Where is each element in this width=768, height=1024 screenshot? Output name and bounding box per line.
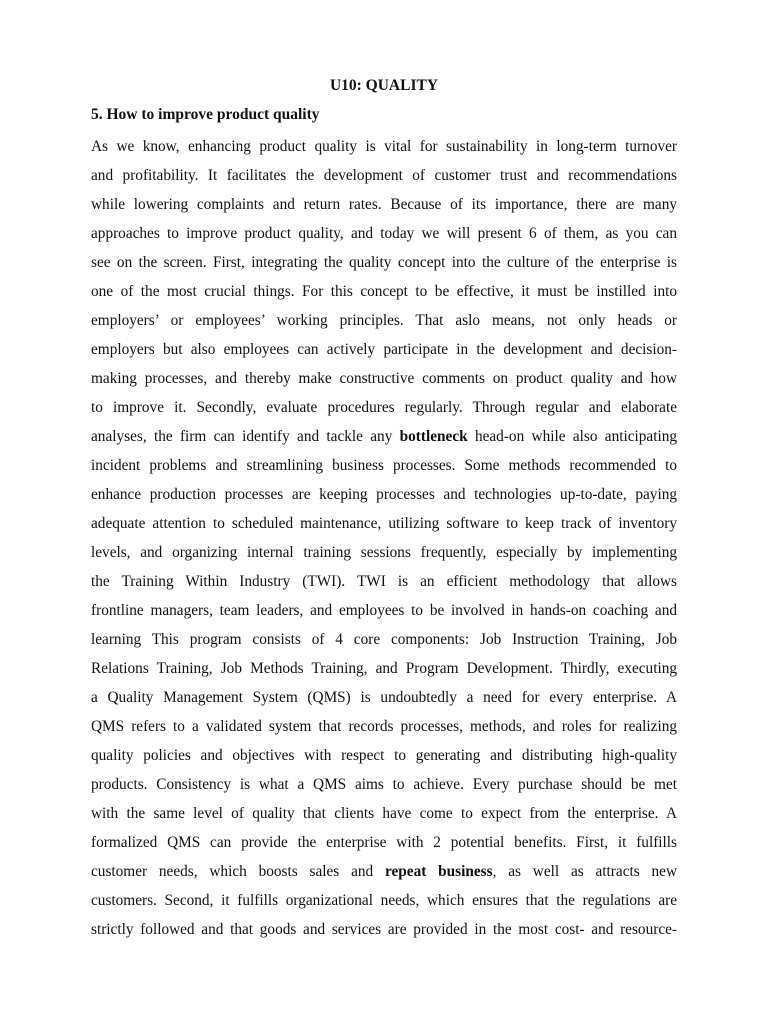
- text-line: [91, 770, 677, 799]
- text-line: [91, 509, 677, 538]
- text-segment: customer needs, which boosts sales and: [91, 863, 385, 880]
- text-segment: adequate attention to scheduled maintenance, utilizing software to keep track of inventory: [91, 515, 677, 532]
- text-segment: with the same level of quality that clients have come to expect from the enterprise. A: [91, 805, 677, 822]
- text-segment: As we know, enhancing product quality is vital for sustainability in long-term turnover: [91, 138, 677, 155]
- text-segment: quality policies and objectives with respect to generating and distributing high-quality: [91, 747, 677, 764]
- text-line: [91, 277, 677, 306]
- text-line: [91, 451, 677, 480]
- text-line: [91, 596, 677, 625]
- text-segment: incident problems and streamlining business processes. Some methods recommended to: [91, 457, 677, 474]
- text-line: [91, 828, 677, 857]
- text-segment: frontline managers, team leaders, and employees to be involved in hands-on coaching and: [91, 602, 677, 619]
- text-line: [91, 132, 677, 161]
- text-segment: analyses, the firm can identify and tackle any: [91, 428, 400, 445]
- text-segment: levels, and organizing internal training sessions frequently, especially by implementing: [91, 544, 677, 561]
- text-segment: approaches to improve product quality, and today we will present 6 of them, as you can: [91, 225, 677, 242]
- text-line: [91, 335, 677, 364]
- bold-term: repeat business: [384, 863, 493, 880]
- body-paragraph: [91, 132, 677, 944]
- text-segment: QMS refers to a validated system that records processes, methods, and roles for realizing: [91, 718, 677, 735]
- text-line: [91, 567, 677, 596]
- text-line: [91, 538, 677, 567]
- text-segment: Relations Training, Job Methods Training, and Program Development. Thirdly, executing: [91, 660, 677, 677]
- text-segment: see on the screen. First, integrating the quality concept into the culture of the enterprise is: [91, 254, 677, 271]
- text-segment: to improve it. Secondly, evaluate procedures regularly. Through regular and elaborate: [91, 399, 677, 416]
- text-segment: customers. Second, it fulfills organizational needs, which ensures that the regulations are: [91, 892, 677, 909]
- text-segment: one of the most crucial things. For this concept to be effective, it must be instilled into: [91, 283, 677, 300]
- text-segment: enhance production processes are keeping processes and technologies up-to-date, paying: [91, 486, 677, 503]
- text-segment: a Quality Management System (QMS) is undoubtedly a need for every enterprise. A: [91, 689, 677, 706]
- text-line: [91, 654, 677, 683]
- text-line: [91, 219, 677, 248]
- text-line: [91, 857, 677, 886]
- section-heading: 5. How to improve product quality: [91, 106, 320, 123]
- text-segment: formalized QMS can provide the enterprise with 2 potential benefits. First, it fulfills: [91, 834, 677, 851]
- text-segment: employers’ or employees’ working principles. That aslo means, not only heads or: [91, 312, 677, 329]
- text-segment: making processes, and thereby make constructive comments on product quality and how: [91, 370, 677, 387]
- document-title: U10: QUALITY: [329, 77, 439, 94]
- text-segment: learning This program consists of 4 core components: Job Instruction Training, Job: [91, 631, 677, 648]
- text-line: [91, 625, 677, 654]
- text-line: [91, 915, 677, 944]
- text-segment: and profitability. It facilitates the development of customer trust and recommendations: [91, 167, 677, 184]
- text-line: [91, 712, 677, 741]
- text-segment: while lowering complaints and return rates. Because of its importance, there are many: [91, 196, 677, 213]
- text-line: [91, 306, 677, 335]
- text-line: [91, 799, 677, 828]
- text-line: [91, 422, 677, 451]
- text-line: [91, 364, 677, 393]
- text-segment: , as well as attracts new: [492, 863, 677, 880]
- bold-term: bottleneck: [399, 428, 468, 445]
- text-line: [91, 480, 677, 509]
- text-line: [91, 190, 677, 219]
- text-segment: employers but also employees can actively participate in the development and decision-: [91, 341, 677, 358]
- text-line: [91, 886, 677, 915]
- text-segment: products. Consistency is what a QMS aims to achieve. Every purchase should be met: [91, 776, 677, 793]
- text-line: [91, 393, 677, 422]
- text-segment: strictly followed and that goods and services are provided in the most cost- and resource-: [91, 921, 677, 938]
- text-line: [91, 161, 677, 190]
- text-line: [91, 248, 677, 277]
- text-segment: the Training Within Industry (TWI). TWI is an efficient methodology that allows: [91, 573, 677, 590]
- text-segment: head-on while also anticipating: [467, 428, 677, 445]
- text-line: [91, 683, 677, 712]
- text-line: [91, 741, 677, 770]
